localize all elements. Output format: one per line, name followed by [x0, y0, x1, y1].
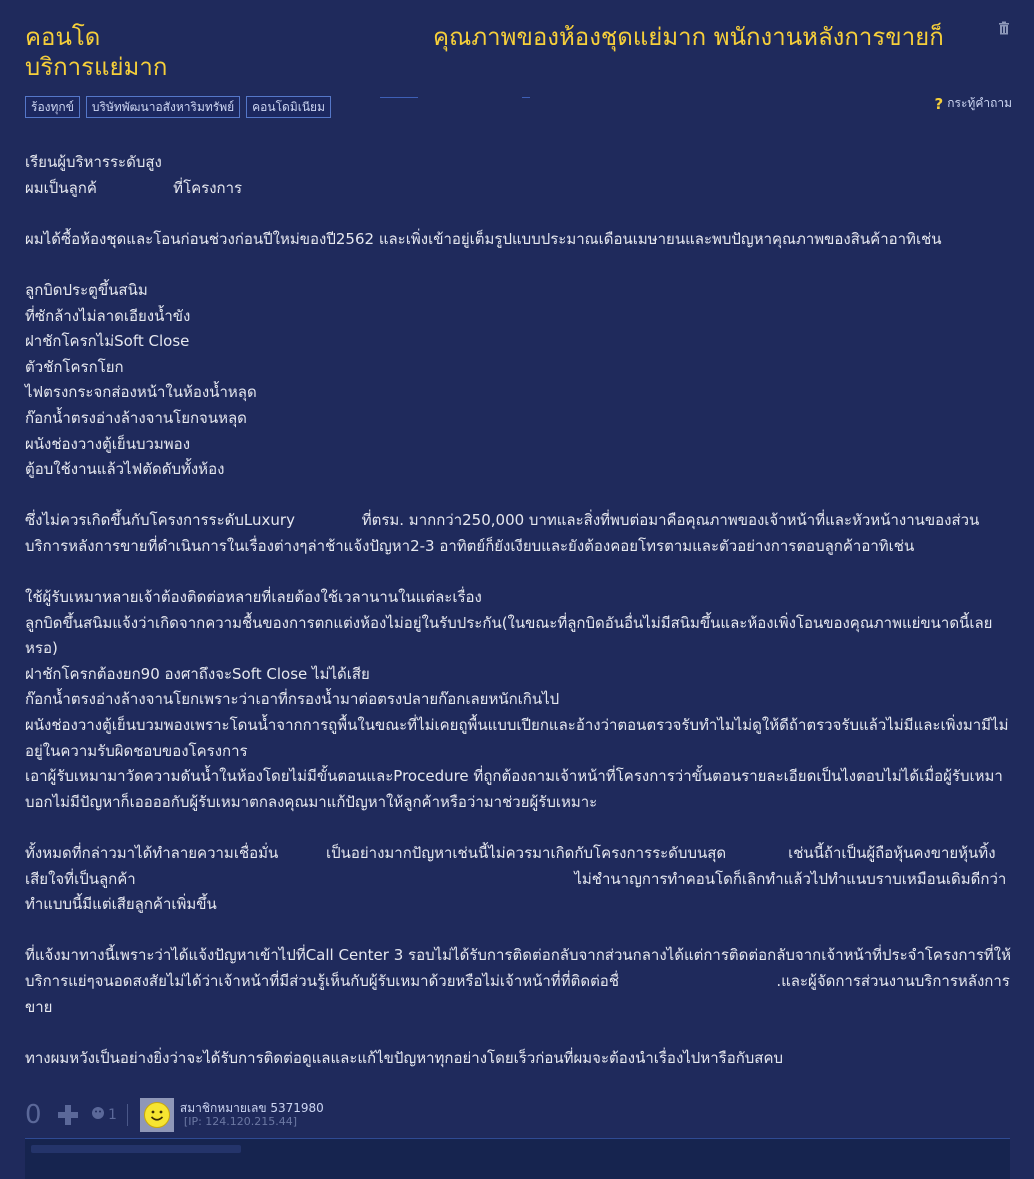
member-info: [180, 1102, 324, 1128]
tag-real-estate-developer[interactable]: บริษัทพัฒนาอสังหาริมทรัพย์: [86, 96, 240, 118]
body-line: ทั้งหมดที่กล่าวมาได้ทำลายความเชื่อมั่น เป็นอย่างมากปัญหาเช่นนี้ไม่ควรมาเกิดกับโครงการระดับบนสุด เช่นนี้ถ้าเป็นผู้ถือหุ้นคงขายหุ้นทิ้งเสียใจที่เป็นลูกค้า ไม่ชำนาญการทำคอนโดก็เลิกทำแล้วไปทำแนบราบเหมือนเดิมดีกว่าทำแบบนี้มีแต่เสียลูกค้าเพิ่มขึ้น: [25, 844, 1007, 914]
emotion-icon: [91, 1106, 105, 1124]
body-line: ที่แจ้งมาทางนี้เพราะว่าได้แจ้งปัญหาเข้าไปที่Call Center 3 รอบไม่ได้รับการติดต่อกลับจากส่วนกลางได้แต่การติดต่อกลับจากเจ้าหน้าที่ประจำโครงการที่ให้บริการแย่ๆจนอดสงสัยไม่ได้ว่าเจ้าหน้าที่มีส่วนรู้เห็นกับผู้รับเหมาด้วยหรือไม่เจ้าหน้าที่ที่ติดต่อชื่ .และผู้จัดการส่วนงานบริการหลังการขาย: [25, 946, 1012, 1016]
paragraph-gap: [25, 815, 1015, 841]
paragraph-gap: [25, 201, 1015, 227]
body-line: ก๊อกน้ำตรงอ่างล้างจานโยกจนหลุด: [25, 408, 247, 427]
body-line: ผนังช่องวางตู้เย็นบวมพองเพราะโดนน้ำจากการถูพื้นในขณะที่ไม่เคยถูพื้นแบบเปียกและอ้างว่าตอนตรวจรับทำไมไม่ดูให้ดีถ้าตรวจรับแล้วไม่มีและเพิ่งมามีไม่อยู่ในความรับผิดชอบของโครงการ: [25, 716, 1009, 760]
member-avatar[interactable]: [140, 1098, 174, 1132]
body-line: เรียนผู้บริหารระดับสูง: [25, 153, 162, 171]
paragraph-gap: [25, 1020, 1015, 1046]
member-name[interactable]: สมาชิกหมายเลข 5371980: [179, 1101, 324, 1115]
tag-list: [25, 96, 331, 118]
comment-box-hint: [31, 1145, 241, 1153]
topic-body: [25, 150, 1015, 1071]
body-line: ลูกบิดขึ้นสนิมแจ้งว่าเกิดจากความชื้นของการตกแต่งห้องไม่อยู่ในรับประกัน(ในขณะที่ลูกบิดอันอื่นไม่มีสนิมขึ้นและห้องเพิ่งโอนของคุณภาพแย่ขนาดนี้เลยหรอ): [25, 613, 993, 658]
body-line: ฝาชักโครกไม่Soft Close: [25, 332, 190, 351]
body-line: ตู้อบใช้งานแล้วไฟตัดดับทั้งห้อง: [25, 460, 225, 479]
paragraph-gap: [25, 483, 1015, 509]
emotion-button[interactable]: [91, 1106, 117, 1124]
paragraph-gap: [25, 918, 1015, 944]
body-line: ใช้ผู้รับเหมาหลายเจ้าต้องติดต่อหลายที่เลยต้องใช้เวลานานในแต่ละเรื่อง: [25, 588, 482, 607]
topic-title-part1: คอนโด: [25, 23, 101, 51]
ask-label: กระทู้คำถาม: [947, 96, 1012, 110]
vote-count: 0: [25, 1100, 42, 1130]
tag-condominium[interactable]: คอนโดมิเนียม: [246, 96, 331, 118]
topic-header: [25, 22, 1000, 82]
topic-footer: [25, 1098, 324, 1132]
body-line: เอาผู้รับเหมามาวัดความดันน้ำในห้องโดยไม่มีขั้นตอนและProcedure ที่ถูกต้องถามเจ้าหน้าที่โครงการว่าขั้นตอนรายละเอียดเป็นไงตอบไม่ได้เมื่อผู้รับเหมาบอกไม่มีปัญหาก็เออออกับผู้รับเหมาตกลงคุณมาแก้ปัญหาให้ลูกค้าหรือว่ามาช่วยผู้รับเหมาะ: [25, 767, 1003, 811]
plus-icon[interactable]: [53, 1100, 83, 1130]
question-icon: ?: [934, 94, 944, 113]
topic-title-part2: คุณภาพของห้องชุดแย่มาก พนักงานหลังการขายก็บริการแย่มาก: [25, 23, 944, 81]
body-line: ผนังช่องวางตู้เย็นบวมพอง: [25, 434, 191, 453]
body-line: ลูกบิดประตูขึ้นสนิม: [25, 280, 148, 299]
ask-question-link[interactable]: [935, 94, 1012, 113]
topic-title: [25, 22, 970, 82]
body-line: ไฟตรงกระจกส่องหน้าในห้องน้ำหลุด: [25, 383, 257, 402]
paragraph-gap: [25, 560, 1015, 586]
body-line: ที่ซักล้างไม่ลาดเอียงน้ำขัง: [25, 306, 191, 325]
body-line: ผมเป็นลูกค้ ที่โครงการ: [25, 178, 243, 197]
body-line: ฝาชักโครกต้องยก90 องศาถึงจะSoft Close ไม่ได้เสีย: [25, 664, 370, 683]
body-line: ทางผมหวังเป็นอย่างยิ่งว่าจะได้รับการติดต่อดูแลและแก้ไขปัญหาทุกอย่างโดยเร็วก่อนที่ผมจะต้องนำเรื่องไปหารือกับสคบ: [25, 1048, 784, 1067]
tag-complaint[interactable]: ร้องทุกข์: [25, 96, 80, 118]
trash-icon[interactable]: [998, 20, 1012, 34]
body-line: ผมได้ซื้อห้องชุดและโอนก่อนช่วงก่อนปีใหม่ของปี2562 และเพิ่งเข้าอยู่เต็มรูปแบบประมาณเดือนเมษายนและพบปัญหาคุณภาพของสินค้าอาทิเช่น: [25, 229, 942, 248]
emotion-count: 1: [108, 1107, 117, 1123]
comment-box[interactable]: [25, 1138, 1010, 1179]
footer-divider: [127, 1104, 128, 1126]
paragraph-gap: [25, 252, 1015, 278]
member-ip: [IP: 124.120.215.44]: [183, 1115, 298, 1128]
body-line: ซึ่งไม่ควรเกิดขึ้นกับโครงการระดับLuxury ที่ตรม. มากกว่า250,000 บาทและสิ่งที่พบต่อมาคือคุณภาพของเจ้าหน้าที่และหัวหน้างานของส่วนบริการหลังการขายที่ดำเนินการในเรื่องต่างๆล่าช้าแจ้งปัญหา2-3 อาทิตย์ก็ยังเงียบและยังต้องคอยโทรตามและตัวอย่างการตอบลูกค้าอาทิเช่น: [25, 511, 980, 555]
body-line: ก๊อกน้ำตรงอ่างล้างจานโยกเพราะว่าเอาที่กรองน้ำมาต่อตรงปลายก๊อกเลยหนักเกินไป: [25, 690, 560, 709]
body-line: ตัวชักโครกโยก: [25, 357, 124, 376]
smiley-avatar: [143, 1101, 171, 1129]
